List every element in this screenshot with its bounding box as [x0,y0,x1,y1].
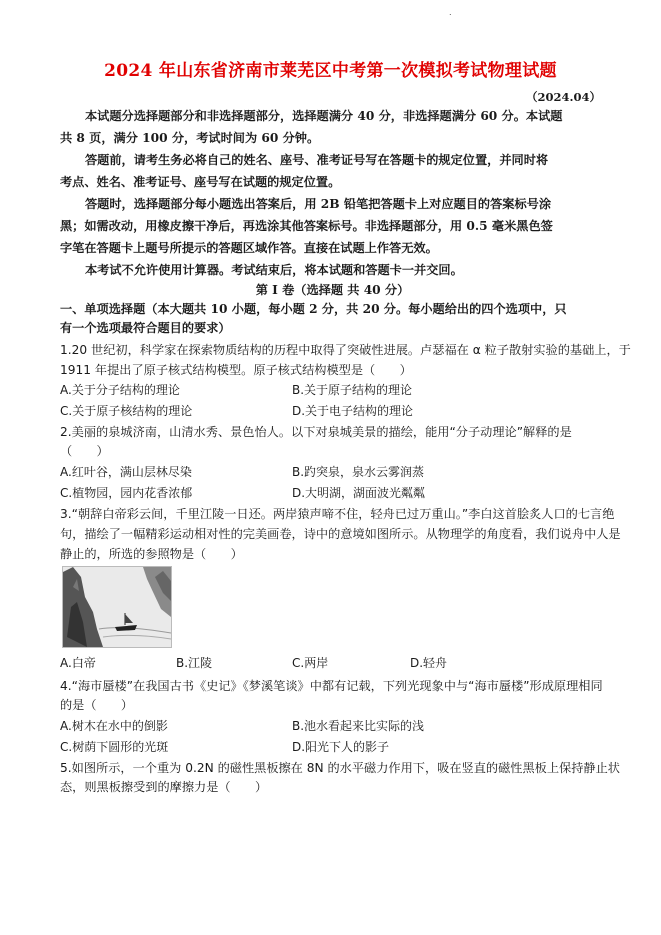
question-3-option-d: D.轻舟 [410,656,448,670]
question-2-option-a: A.红叶谷，满山层林尽染 [60,465,192,479]
exam-title: 2024 年山东省济南市莱芜区中考第一次模拟考试物理试题 [104,61,557,81]
exam-date: （2024.04） [525,90,601,104]
question-4-stem: 的是（ ） [60,698,134,712]
question-4-option-c: C.树荫下圆形的光斑 [60,740,169,754]
question-3-stem: 3.“朝辞白帝彩云间，千里江陵一日还。两岸猿声啼不住，轻舟已过万重山。”李白这首脍炙人口的七言绝 [60,507,615,521]
question-2-option-b: B.趵突泉，泉水云雾润蒸 [292,465,425,479]
question-1-option-b: B.关于原子结构的理论 [292,383,413,397]
question-2-option-d: D.大明湖，湖面波光粼粼 [292,486,426,500]
question-3-option-b: B.江陵 [176,656,213,670]
section-title: 第 I 卷（选择题 共 40 分） [255,283,410,297]
instruction-line: 字笔在答题卡上题号所提示的答题区域作答。直接在试题上作答无效。 [60,241,438,255]
question-1-option-c: C.关于原子核结构的理论 [60,404,193,418]
question-5-stem: 5.如图所示，一个重为 0.2N 的磁性黑板擦在 8N 的水平磁力作用下，吸在竖直的磁性黑板上保持静止状 [60,761,620,775]
question-2-option-c: C.植物园，园内花香浓郁 [60,486,193,500]
question-1-option-d: D.关于电子结构的理论 [292,404,414,418]
part-heading: 有一个选项最符合题目的要求） [60,321,231,335]
question-4-option-a: A.树木在水中的倒影 [60,719,168,733]
instruction-line: 本试题分选择题部分和非选择题部分，选择题满分 40 分，非选择题满分 60 分。本试题 [85,109,563,123]
question-2-stem: 2.美丽的泉城济南，山清水秀、景色怡人。以下对泉城美景的描绘，能用“分子动理论”解释的是 [60,425,572,439]
question-4-stem: 4.“海市蜃楼”在我国古书《史记》《梦溪笔谈》中都有记载，下列光现象中与“海市蜃楼”形成原理相同 [60,679,603,693]
question-4-option-d: D.阳光下人的影子 [292,740,390,754]
instruction-line: 本考试不允许使用计算器。考试结束后，将本试题和答题卡一并交回。 [85,263,463,277]
question-1-stem: 1911 年提出了原子核式结构模型。原子核式结构模型是（ ） [60,363,412,377]
question-4-option-b: B.池水看起来比实际的浅 [292,719,425,733]
question-3-stem: 句，描绘了一幅精彩运动相对性的完美画卷，诗中的意境如图所示。从物理学的角度看，我们说舟中人是 [60,527,621,541]
instruction-line: 答题时，选择题部分每小题选出答案后，用 2B 铅笔把答题卡上对应题目的答案标号涂 [85,197,552,211]
boat-cliffs-illustration [62,566,172,648]
question-1-stem: 1.20 世纪初，科学家在探索物质结构的历程中取得了突破性进展。卢瑟福在 α 粒子散射实验的基础上，于 [60,343,631,357]
instruction-line: 答题前，请考生务必将自己的姓名、座号、准考证号写在答题卡的规定位置，并同时将 [85,153,549,167]
question-5-stem: 态，则黑板擦受到的摩擦力是（ ） [60,780,268,794]
boat-cliffs-illustration-svg [63,567,171,647]
question-3-option-a: A.白帝 [60,656,96,670]
instruction-line: 共 8 页，满分 100 分，考试时间为 60 分钟。 [60,131,320,145]
question-3-stem: 静止的，所选的参照物是（ ） [60,547,243,561]
question-1-option-a: A.关于分子结构的理论 [60,383,180,397]
question-3-option-c: C.两岸 [292,656,329,670]
part-heading: 一、单项选择题（本大题共 10 小题，每小题 2 分，共 20 分。每小题给出的四个选项中，只 [60,302,567,316]
instruction-line: 考点、姓名、准考证号、座号写在试题的规定位置。 [60,175,341,189]
instruction-line: 黑；如需改动，用橡皮擦干净后，再选涂其他答案标号。非选择题部分，用 0.5 毫米黑色签 [60,219,553,233]
question-2-stem: （ ） [60,444,109,458]
header-dot: . [449,8,452,17]
